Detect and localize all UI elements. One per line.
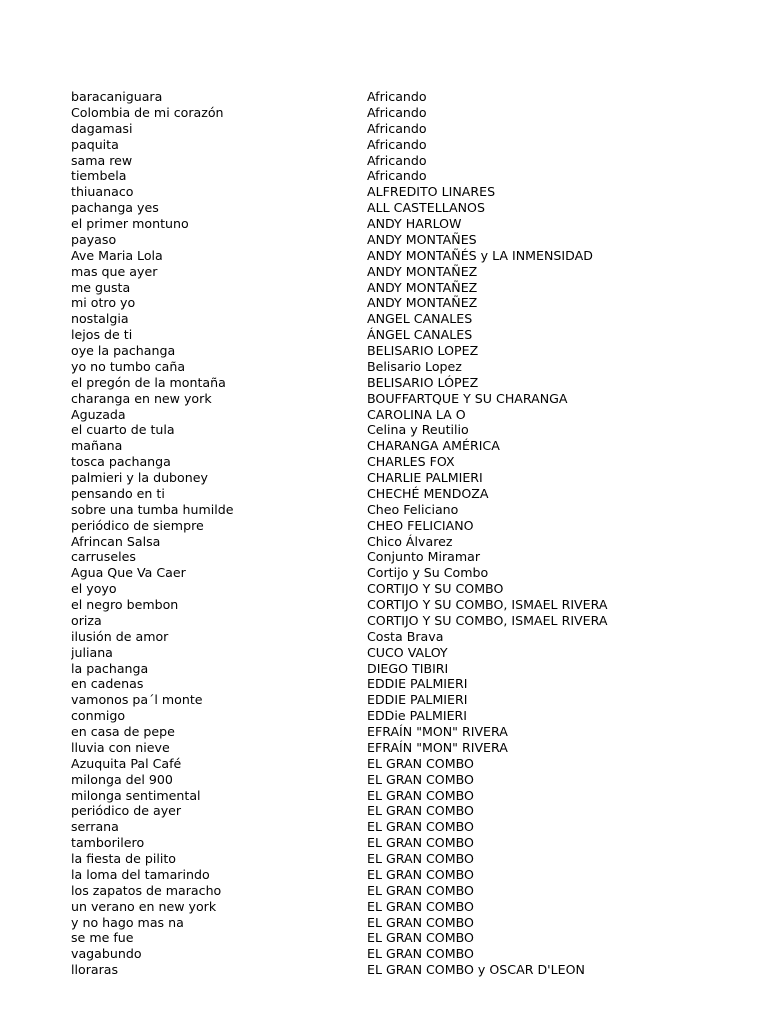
artist-name: EL GRAN COMBO xyxy=(367,851,474,866)
artist-name: BOUFFARTQUE Y SU CHARANGA xyxy=(367,390,568,406)
artist-name: CORTIJO Y SU COMBO, ISMAEL RIVERA xyxy=(367,597,608,612)
artist-name: BELISARIO LÓPEZ xyxy=(367,374,479,390)
list-row xyxy=(71,724,691,740)
song-title: mi otro yo xyxy=(71,295,136,311)
list-row xyxy=(71,184,691,200)
artist-name: CHARANGA AMÉRICA xyxy=(367,438,500,454)
list-row xyxy=(71,137,691,153)
song-title: el yoyo xyxy=(71,581,117,597)
list-row xyxy=(71,327,691,343)
list-row xyxy=(71,851,691,867)
artist-name: ANDY MONTAÑEZ xyxy=(367,263,478,279)
song-title: los zapatos de maracho xyxy=(71,882,222,898)
artist-name: CUCO VALOY xyxy=(367,644,448,660)
artist-name: EFRAÍN "MON" RIVERA xyxy=(367,724,508,739)
artist-name: EFRAÍN "MON" RIVERA xyxy=(367,739,508,755)
list-row xyxy=(71,645,691,661)
song-title: dagamasi xyxy=(71,120,133,136)
artist-name: EDDIE PALMIERI xyxy=(367,692,468,708)
song-title: Aguzada xyxy=(71,406,126,422)
song-title: conmigo xyxy=(71,708,126,724)
list-row xyxy=(71,549,691,565)
list-row xyxy=(71,295,691,311)
song-title: Ave Maria Lola xyxy=(71,247,163,263)
song-title: Colombia de mi corazón xyxy=(71,104,224,120)
artist-name: Africando xyxy=(367,120,427,136)
list-row xyxy=(71,565,691,581)
list-row xyxy=(71,280,691,296)
song-title: lloraras xyxy=(71,962,119,978)
song-title: palmieri y la duboney xyxy=(71,470,208,485)
list-row xyxy=(71,883,691,899)
list-row xyxy=(71,438,691,454)
artist-name: EL GRAN COMBO xyxy=(367,866,474,882)
list-row xyxy=(71,835,691,851)
list-row xyxy=(71,343,691,359)
song-title: mañana xyxy=(71,438,123,454)
list-row xyxy=(71,819,691,835)
artist-name: Africando xyxy=(367,104,427,120)
song-title: milonga del 900 xyxy=(71,771,173,787)
artist-name: Chico Álvarez xyxy=(367,533,453,549)
artist-name: ALL CASTELLANOS xyxy=(367,200,485,216)
list-row xyxy=(71,930,691,946)
artist-name: BELISARIO LOPEZ xyxy=(367,343,479,358)
artist-name: EDDIE PALMIERI xyxy=(367,676,468,692)
artist-name: EL GRAN COMBO xyxy=(367,835,474,851)
list-row xyxy=(71,899,691,915)
list-row xyxy=(71,470,691,486)
song-title: un verano en new york xyxy=(71,898,217,914)
list-row xyxy=(71,89,691,105)
artist-name: Cortijo y Su Combo xyxy=(367,565,489,581)
song-title: milonga sentimental xyxy=(71,787,201,803)
artist-name: CORTIJO Y SU COMBO xyxy=(367,581,504,597)
artist-name: ÁNGEL CANALES xyxy=(367,327,473,343)
song-title: charanga en new york xyxy=(71,390,212,406)
list-row xyxy=(71,867,691,883)
song-title: lluvia con nieve xyxy=(71,739,170,755)
artist-name: EL GRAN COMBO xyxy=(367,771,474,787)
song-title: la pachanga xyxy=(71,660,149,676)
list-row xyxy=(71,454,691,470)
list-row xyxy=(71,676,691,692)
artist-name: Celina y Reutilio xyxy=(367,422,469,438)
song-title: baracaniguara xyxy=(71,89,163,104)
list-row xyxy=(71,613,691,629)
artist-name: Africando xyxy=(367,136,427,152)
artist-name: ANGEL CANALES xyxy=(367,311,473,327)
song-title: mas que ayer xyxy=(71,263,158,279)
list-row xyxy=(71,962,691,978)
song-title: sobre una tumba humilde xyxy=(71,501,234,517)
song-title: Agua Que Va Caer xyxy=(71,565,186,581)
list-row xyxy=(71,168,691,184)
song-title: sama rew xyxy=(71,152,133,168)
list-row xyxy=(71,105,691,121)
list-row xyxy=(71,422,691,438)
artist-name: ANDY MONTAÑES xyxy=(367,231,477,247)
list-row xyxy=(71,518,691,534)
artist-name: CHARLES FOX xyxy=(367,454,455,470)
song-title: oye la pachanga xyxy=(71,343,176,358)
song-title: tosca pachanga xyxy=(71,454,171,470)
artist-name: ANDY MONTAÑÉS y LA INMENSIDAD xyxy=(367,247,593,263)
artist-name: EL GRAN COMBO xyxy=(367,946,474,962)
song-title: el cuarto de tula xyxy=(71,422,175,438)
artist-name: DIEGO TIBIRI xyxy=(367,660,449,676)
list-row xyxy=(71,248,691,264)
song-title: tiembela xyxy=(71,168,127,184)
list-row xyxy=(71,661,691,677)
list-row xyxy=(71,153,691,169)
list-row xyxy=(71,788,691,804)
list-row xyxy=(71,264,691,280)
list-row xyxy=(71,311,691,327)
song-title: pensando en ti xyxy=(71,485,165,501)
artist-name: Conjunto Miramar xyxy=(367,549,481,565)
song-title: carruseles xyxy=(71,549,136,565)
artist-name: EL GRAN COMBO xyxy=(367,803,474,819)
list-row xyxy=(71,740,691,756)
song-title: en cadenas xyxy=(71,676,144,692)
list-row xyxy=(71,121,691,137)
list-row xyxy=(71,391,691,407)
song-title: vamonos pa´l monte xyxy=(71,692,203,708)
artist-name: EL GRAN COMBO y OSCAR D'LEON xyxy=(367,962,585,978)
artist-name: Africando xyxy=(367,152,427,168)
list-row xyxy=(71,232,691,248)
list-row xyxy=(71,486,691,502)
artist-name: Cheo Feliciano xyxy=(367,501,459,517)
song-title: tamborilero xyxy=(71,835,145,851)
song-title: Azuquita Pal Café xyxy=(71,755,182,771)
song-title: pachanga yes xyxy=(71,200,159,216)
song-title: oriza xyxy=(71,612,102,628)
song-title: el pregón de la montaña xyxy=(71,374,226,390)
song-title: thiuanaco xyxy=(71,184,134,200)
list-row xyxy=(71,629,691,645)
artist-name: ALFREDITO LINARES xyxy=(367,184,496,200)
song-title: el primer montuno xyxy=(71,216,189,231)
list-row xyxy=(71,200,691,216)
artist-name: EL GRAN COMBO xyxy=(367,882,474,898)
song-title: serrana xyxy=(71,819,119,835)
artist-name: Africando xyxy=(367,89,427,104)
artist-name: CAROLINA LA O xyxy=(367,406,466,422)
song-title: nostalgia xyxy=(71,311,129,327)
song-title: yo no tumbo caña xyxy=(71,358,186,374)
song-title: juliana xyxy=(71,644,113,660)
song-title: periódico de siempre xyxy=(71,517,204,533)
song-title: vagabundo xyxy=(71,946,142,962)
artist-name: ANDY MONTAÑEZ xyxy=(367,295,478,311)
song-title: la fiesta de pilito xyxy=(71,851,176,866)
artist-name: Costa Brava xyxy=(367,628,444,644)
artist-name: Africando xyxy=(367,168,427,184)
list-row xyxy=(71,375,691,391)
song-title: ilusión de amor xyxy=(71,628,169,644)
artist-name: CHEO FELICIANO xyxy=(367,517,474,533)
list-row xyxy=(71,946,691,962)
list-row xyxy=(71,772,691,788)
song-title: me gusta xyxy=(71,279,131,295)
list-row xyxy=(71,597,691,613)
song-title: Afrincan Salsa xyxy=(71,533,161,549)
song-title: y no hago mas na xyxy=(71,914,184,930)
list-row xyxy=(71,216,691,232)
artist-name: EL GRAN COMBO xyxy=(367,819,474,835)
artist-name: EL GRAN COMBO xyxy=(367,755,474,771)
song-title: lejos de ti xyxy=(71,327,133,343)
artist-name: EL GRAN COMBO xyxy=(367,898,474,914)
artist-name: CHARLIE PALMIERI xyxy=(367,470,483,485)
list-row xyxy=(71,803,691,819)
artist-name: EL GRAN COMBO xyxy=(367,914,474,930)
list-row xyxy=(71,359,691,375)
song-artist-list xyxy=(71,89,691,978)
artist-name: CORTIJO Y SU COMBO, ISMAEL RIVERA xyxy=(367,612,608,628)
artist-name: Belisario Lopez xyxy=(367,358,462,374)
song-title: la loma del tamarindo xyxy=(71,866,210,882)
list-row xyxy=(71,407,691,423)
list-row xyxy=(71,534,691,550)
list-row xyxy=(71,581,691,597)
song-title: periódico de ayer xyxy=(71,803,182,819)
artist-name: ANDY MONTAÑEZ xyxy=(367,279,478,295)
song-title: paquita xyxy=(71,136,119,152)
song-title: se me fue xyxy=(71,930,134,946)
list-row xyxy=(71,915,691,931)
list-row xyxy=(71,502,691,518)
list-row xyxy=(71,756,691,772)
artist-name: EL GRAN COMBO xyxy=(367,930,474,946)
artist-name: ANDY HARLOW xyxy=(367,216,462,231)
list-row xyxy=(71,708,691,724)
artist-name: EDDie PALMIERI xyxy=(367,708,468,724)
artist-name: EL GRAN COMBO xyxy=(367,787,474,803)
artist-name: CHECHÉ MENDOZA xyxy=(367,485,489,501)
list-row xyxy=(71,692,691,708)
song-title: el negro bembon xyxy=(71,597,179,612)
song-title: payaso xyxy=(71,231,117,247)
song-title: en casa de pepe xyxy=(71,724,175,739)
